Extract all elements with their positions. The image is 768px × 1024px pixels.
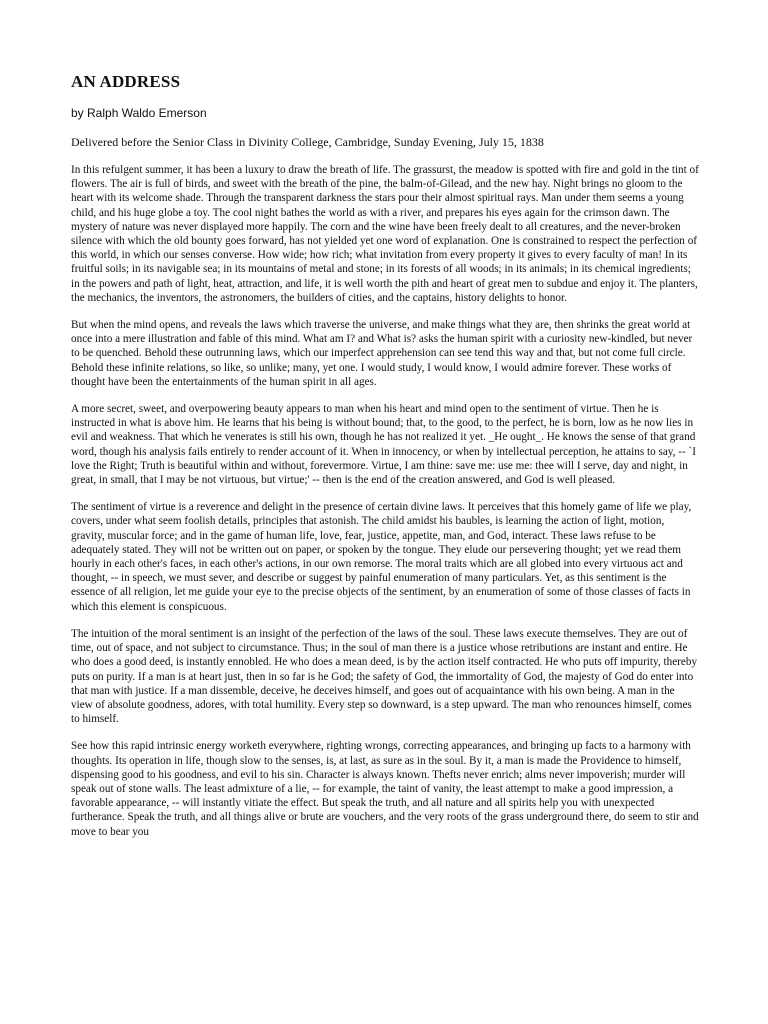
body-paragraph: The intuition of the moral sentiment is an insight of the perfection of the laws of the soul. These laws execute themselves. They are out of time, out of space, and not subject to circumstance. Thus; in the soul of man there is a justice whose retributions are instant and entire. He who does a good deed, is instantly ennobled. He who does a mean deed, is by the action itself contracted. He who puts off impurity, thereby puts on purity. If a man is at heart just, then in so far is he God; the safety of God, the immortality of God, the majesty of God do enter into that man with justice. If a man dissemble, deceive, he deceives himself, and goes out of acquaintance with his own being. A man in the view of absolute goodness, adores, with total humility. Every step so downward, is a step upward. The man who renounces himself, comes to himself. — [71, 627, 698, 726]
body-paragraph: The sentiment of virtue is a reverence and delight in the presence of certain divine laws. It perceives that this homely game of life we play, covers, under what seem foolish details, principles that astonish. The child amidst his baubles, is learning the action of light, motion, gravity, muscular force; and in the game of human life, love, fear, justice, appetite, man, and God, interact. These laws refuse to be adequately stated. They will not be written out on paper, or spoken by the tongue. They elude our persevering thought; yet we read them hourly in each other's faces, in each other's actions, in our own remorse. The moral traits which are all globed into every virtuous act and thought, -- in speech, we must sever, and describe or suggest by painful enumeration of many particulars. Yet, as this sentiment is the essence of all religion, let me guide your eye to the precise objects of the sentiment, by an enumeration of some of those classes of facts in which this element is conspicuous. — [71, 501, 692, 613]
document-delivery-note: Delivered before the Senior Class in Divinity College, Cambridge, Sunday Evening, July 15, 1838 — [71, 135, 544, 149]
body-paragraph: In this refulgent summer, it has been a luxury to draw the breath of life. The grassurst, the meadow is spotted with fire and gold in the tint of flowers. The air is full of birds, and sweet with the breath of the pine, the balm-of-Gilead, and the new hay. Night brings no gloom to the heart with its welcome shade. Through the transparent darkness the stars pour their almost spiritual rays. Man under them seems a young child, and his huge globe a toy. The cool night bathes the world as with a river, and prepares his eyes again for the crimson dawn. The mystery of nature was never displayed more happily. The corn and the wine have been freely dealt to all creatures, and the never-broken silence with which the old bounty goes forward, has not yielded yet one word of explanation. One is constrained to respect the perfection of this world, in which our senses converse. How wide; how rich; what invitation from every property it gives to every faculty of man! In its fruitful soils; in its navigable sea; in its mountains of metal and stone; in its forests of all woods; in its animals; in its chemical ingredients; in the powers and path of light, heat, attraction, and life, it is well worth the pith and heart of great men to subdue and enjoy it. The planters, the mechanics, the inventors, the astronomers, the builders of cities, and the captains, history delights to honor. — [71, 164, 699, 304]
document-page — [71, 72, 699, 852]
body-paragraph: A more secret, sweet, and overpowering beauty appears to man when his heart and mind open to the sentiment of virtue. Then he is instructed in what is above him. He learns that his being is without bound; that, to the good, to the perfect, he is born, low as he now lies in evil and weakness. That which he venerates is still his own, though he has not realized it yet. _He ought_. He knows the sense of that grand word, though his analysis fails entirely to render account of it. When in innocency, or when by intellectual perception, he attains to say, -- `I love the Right; Truth is beautiful within and without, forevermore. Virtue, I am thine: save me: use me: thee will I serve, day and night, in great, in small, that I may be not virtuous, but virtue;' -- then is the end of the creation answered, and God is well pleased. — [71, 403, 696, 487]
document-author: by Ralph Waldo Emerson — [71, 106, 207, 120]
body-paragraph: But when the mind opens, and reveals the laws which traverse the universe, and make things what they are, then shrinks the great world at once into a mere illustration and fable of this mind. What am I? and What is? asks the human spirit with a curiosity new-kindled, but never to be quenched. Behold these outrunning laws, which our imperfect apprehension can see tend this way and that, but not come full circle. Behold these infinite relations, so like, so unlike; many, yet one. I would study, I would know, I would admire forever. These works of thought have been the entertainments of the human spirit in all ages. — [71, 319, 693, 388]
body-paragraph: See how this rapid intrinsic energy worketh everywhere, righting wrongs, correcting appearances, and bringing up facts to a harmony with thoughts. Its operation in life, though slow to the senses, is, at last, as sure as in the soul. By it, a man is made the Providence to himself, dispensing good to his goodness, and evil to his sin. Character is always known. Thefts never enrich; alms never impoverish; murder will speak out of stone walls. The least admixture of a lie, -- for example, the taint of vanity, the least attempt to make a good impression, a favorable appearance, -- will instantly vitiate the effect. But speak the truth, and all nature and all spirits help you with unexpected furtherance. Speak the truth, and all things alive or brute are vouchers, and the very roots of the grass underground there, do seem to stir and move to bear you — [71, 740, 699, 838]
document-title: AN ADDRESS — [71, 72, 181, 91]
